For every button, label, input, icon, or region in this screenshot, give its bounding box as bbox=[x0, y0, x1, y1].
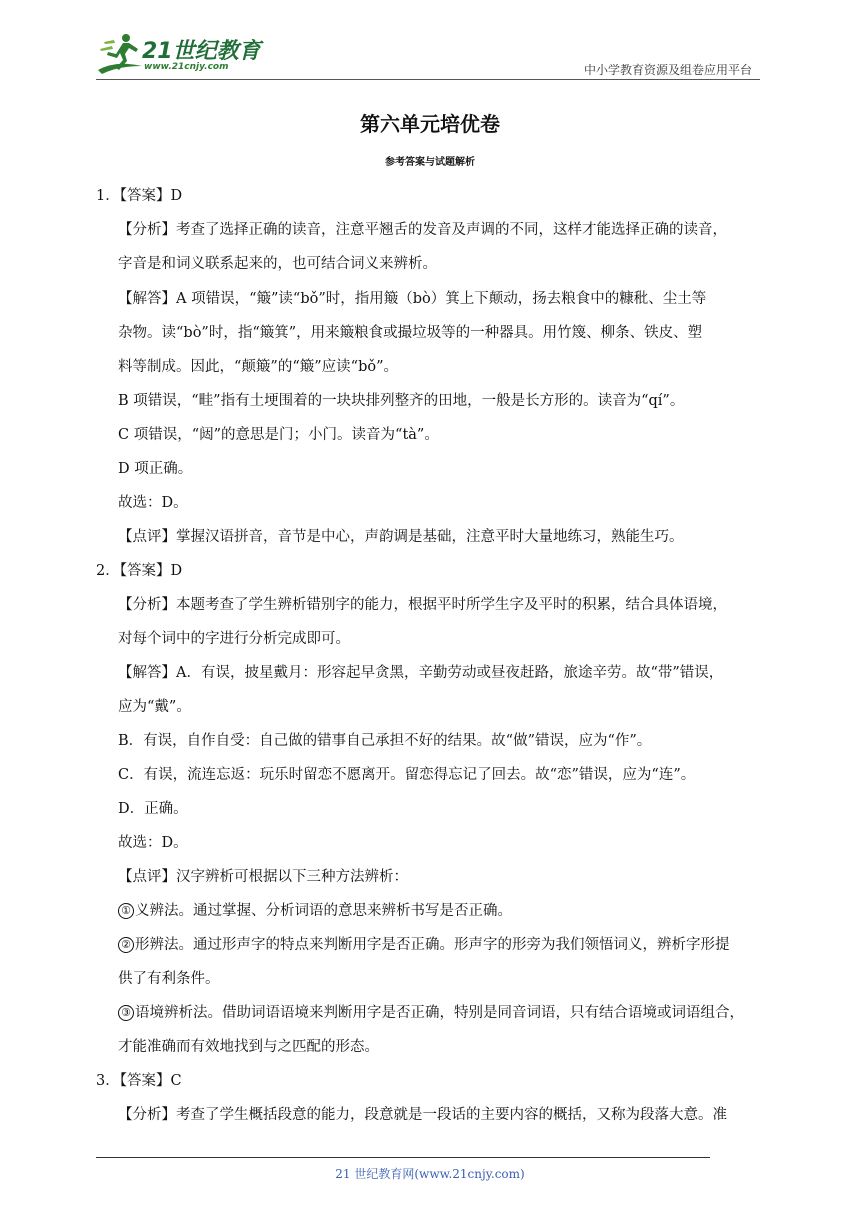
analysis-line: 【分析】本题考查了学生辨析错别字的能力，根据平时所学生字及平时的积累，结合具体语境， bbox=[118, 597, 727, 613]
solution-line: B．有误，自作自受：自己做的错事自己承担不好的结果。故“做”错误，应为“作”。 bbox=[118, 733, 652, 749]
method-text: 义辨法。通过掌握、分析词语的意思来辨析书写是否正确。 bbox=[135, 903, 512, 919]
page-title: 第六单元培优卷 bbox=[360, 112, 500, 136]
comment-line: 【点评】掌握汉语拼音，音节是中心，声韵调是基础，注意平时大量地练习，熟能生巧。 bbox=[118, 529, 684, 545]
choice-line: 故选：D。 bbox=[118, 835, 188, 851]
solution-line: 料等制成。因此，“颠簸”的“簸”应读“bǒ”。 bbox=[118, 359, 398, 375]
circled-number-1: ① bbox=[118, 903, 134, 919]
solution-line: D 项正确。 bbox=[118, 461, 193, 477]
choice-line: 故选：D。 bbox=[118, 495, 188, 511]
method-text: 形辨法。通过形声字的特点来判断用字是否正确。形声字的形旁为我们领悟词义，辨析字形提 bbox=[135, 937, 730, 953]
solution-line: 【解答】A．有误，披星戴月：形容起早贪黑，辛勤劳动或昼夜赶路，旅途辛劳。故“带”错误， bbox=[118, 665, 724, 681]
solution-line: 应为“戴”。 bbox=[118, 699, 191, 715]
solution-line: D．正确。 bbox=[118, 801, 188, 817]
platform-name: 中小学教育资源及组卷应用平台 bbox=[583, 63, 752, 77]
analysis-line: 【分析】考查了选择正确的读音，注意平翘舌的发音及声调的不同，这样才能选择正确的读音， bbox=[118, 222, 727, 238]
header-divider bbox=[96, 79, 760, 80]
solution-line: C 项错误，“闼”的意思是门；小门。读音为“tà”。 bbox=[118, 427, 439, 443]
answer-q2: 2．【答案】D bbox=[96, 563, 183, 579]
footer-link[interactable]: 21 世纪教育网(www.21cnjy.com) bbox=[335, 1167, 525, 1181]
method-item bbox=[118, 936, 730, 954]
page-header bbox=[96, 30, 760, 80]
footer-divider bbox=[96, 1157, 710, 1158]
method-item bbox=[118, 1004, 744, 1022]
analysis-line: 字音是和词义联系起来的，也可结合词义来辨析。 bbox=[118, 256, 437, 272]
answer-q3: 3．【答案】C bbox=[96, 1073, 182, 1089]
solution-line: B 项错误，“畦”指有土埂围着的一块块排列整齐的田地，一般是长方形的。读音为“qí”。 bbox=[118, 393, 685, 409]
solution-line: 【解答】A 项错误，“簸”读“bǒ”时，指用簸（bò）箕上下颠动，扬去粮食中的糠秕、尘土等 bbox=[118, 291, 707, 307]
solution-line: 杂物。读“bò”时，指“簸箕”，用来簸粮食或撮垃圾等的一种器具。用竹篾、柳条、铁皮、塑 bbox=[118, 325, 703, 341]
method-item bbox=[118, 902, 512, 920]
circled-number-3: ③ bbox=[118, 1005, 134, 1021]
circled-number-2: ② bbox=[118, 937, 134, 953]
method-text: 语境辨析法。借助词语语境来判断用字是否正确，特别是同音词语，只有结合语境或词语组合， bbox=[135, 1005, 744, 1021]
answer-q1: 1．【答案】D bbox=[96, 188, 183, 204]
logo-wordmark: 21世纪教育 bbox=[142, 39, 261, 64]
solution-line: C．有误，流连忘返：玩乐时留恋不愿离开。留恋得忘记了回去。故“恋”错误，应为“连”。 bbox=[118, 767, 696, 783]
analysis-line: 对每个词中的字进行分析完成即可。 bbox=[118, 631, 350, 647]
logo-url: www.21cnjy.com bbox=[144, 62, 229, 72]
page-subtitle: 参考答案与试题解析 bbox=[385, 157, 475, 168]
comment-line: 【点评】汉字辨析可根据以下三种方法辨析： bbox=[118, 869, 408, 885]
runner-logo-icon bbox=[96, 30, 144, 76]
analysis-line: 【分析】考查了学生概括段意的能力，段意就是一段话的主要内容的概括，又称为段落大意。准 bbox=[118, 1107, 727, 1123]
site-logo[interactable] bbox=[96, 30, 266, 78]
method-line: 供了有利条件。 bbox=[118, 971, 220, 987]
method-line: 才能准确而有效地找到与之匹配的形态。 bbox=[118, 1039, 379, 1055]
